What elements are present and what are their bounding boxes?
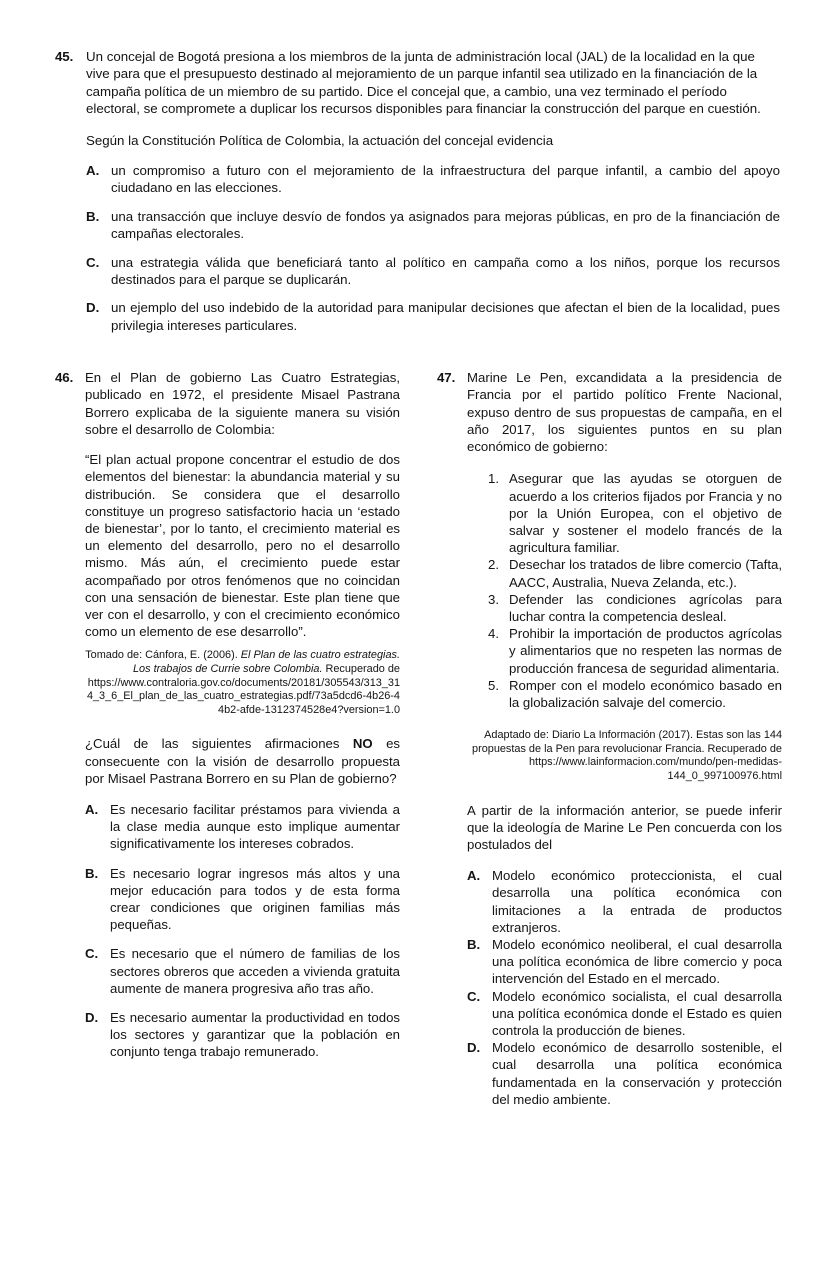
option-text: un ejemplo del uso indebido de la autoridad para manipular decisiones que afectan el bien de la localidad, pues privilegia intereses particulares.: [111, 300, 780, 333]
option-letter: A.: [467, 868, 481, 884]
question-47-number: 47.: [437, 370, 456, 386]
question-47: [437, 369, 782, 1108]
question-46-credit-url: https://www.contraloria.gov.co/documents/20181/305543/313_314_3_6_El_plan_de_las_cuatro_estrategias.pdf/73a5dcd6-4b26-44b2-afde-1312374528e4?version=1.0: [86, 676, 400, 716]
option-row[interactable]: [86, 208, 780, 243]
option-row[interactable]: [86, 254, 780, 289]
option-row[interactable]: [86, 162, 780, 197]
question-46-credit: [85, 649, 400, 676]
option-text: Es necesario lograr ingresos más altos y una mejor educación para todos y de esta forma crear condiciones que originen familias más pequeñas.: [110, 865, 400, 933]
list-item-number: 5.: [488, 677, 499, 693]
option-row[interactable]: [467, 867, 782, 936]
credit-recovered: Recuperado de https://www.lainformacion.com/mundo/pen-medidas-144_0_997100976.html: [528, 742, 782, 782]
option-row[interactable]: [467, 1039, 782, 1108]
option-letter: B.: [86, 208, 100, 224]
question-45: [55, 48, 780, 334]
list-item-number: 1.: [488, 471, 499, 487]
option-letter: C.: [85, 946, 99, 962]
credit-title: El Plan de las cuatro estrategias. Los trabajos de Currie sobre Colombia.: [133, 649, 400, 675]
list-item-text: Defender las condiciones agrícolas para luchar contra la competencia desleal.: [509, 591, 782, 624]
credit-recovered: Recuperado de: [322, 662, 400, 675]
list-item: [485, 556, 782, 590]
option-text: una transacción que incluye desvío de fondos ya asignados para mejoras públicas, en pro de la financiación de campañas electorales.: [111, 208, 780, 242]
option-text: Modelo económico socialista, el cual desarrolla una política económica donde el Estado es quien controla la producción de bienes.: [492, 988, 782, 1038]
question-46-number: 46.: [55, 370, 74, 386]
question-46: [55, 369, 400, 1072]
question-45-options: [86, 162, 780, 334]
list-item: [485, 677, 782, 711]
question-45-number: 45.: [55, 49, 74, 64]
option-text: Es necesario aumentar la productividad en todos los sectores y garantizar que la población en conjunto tenga trabajo remunerado.: [110, 1009, 400, 1060]
question-46-prompt: [85, 735, 400, 787]
question-47-credit: [467, 729, 782, 783]
question-46-intro: En el Plan de gobierno Las Cuatro Estrategias, publicado en 1972, el presidente Misael Pastrana Borrero explicaba de la siguiente manera su visión sobre el desarrollo de Colombia:: [85, 370, 400, 437]
question-46-options: [85, 801, 400, 1061]
option-text: una estrategia válida que beneficiará tanto al político en campaña como a los niños, porque los recursos destinados para el parque se duplicarán.: [111, 254, 780, 288]
question-47-intro: Marine Le Pen, excandidata a la presidencia de Francia por el partido político Frente Nacional, expuso dentro de sus propuestas de campaña, en el año 2017, los siguientes puntos en su plan económico de gobierno:: [467, 370, 782, 455]
list-item-number: 4.: [488, 626, 499, 642]
option-letter: C.: [86, 254, 100, 270]
option-row[interactable]: [467, 936, 782, 988]
option-row[interactable]: [85, 1009, 400, 1061]
option-row[interactable]: [86, 299, 780, 334]
credit-title: Estas son las 144 propuestas de la Pen para revolucionar Francia.: [472, 729, 782, 755]
list-item: [485, 591, 782, 625]
column-left: [55, 369, 400, 1108]
credit-prefix: Adaptado de: Diario La Información (2017).: [484, 729, 697, 742]
prompt-negation: NO: [352, 736, 373, 752]
option-letter: A.: [86, 163, 100, 179]
list-item: [485, 625, 782, 677]
option-letter: A.: [85, 801, 99, 817]
option-text: Modelo económico proteccionista, el cual desarrolla una política económica con limitaciones a la entrada de productos extranjeros.: [492, 868, 782, 935]
list-item-number: 2.: [488, 557, 499, 573]
list-item-text: Romper con el modelo económico basado en la globalización salvaje del comercio.: [509, 677, 782, 710]
option-text: Es necesario que el número de familias de los sectores obreros que acceden a vivienda gratuita aumente de manera progresiva año tras año.: [110, 946, 400, 996]
two-column-area: [55, 369, 780, 1108]
question-46-quote: “El plan actual propone concentrar el estudio de dos elementos del bienestar: la abundancia material y su distribución. Se considera que el desarrollo constituye un progreso satisfactorio hacia un ‘estado de bienestar’, por lo tanto, el crecimiento material es un elemento del desarrollo, pero no el desarrollo mismo. Más aún, el crecimiento puede estar acompañado por otros fenómenos que no coincidan con una sensación de bienestar. Este plan tiene que ver con el desarrollo, y con el crecimiento económico como un elemento de ese desarrollo”.: [85, 452, 400, 640]
option-letter: B.: [467, 936, 481, 952]
question-45-subprompt: Según la Constitución Política de Colombia, la actuación del concejal evidencia: [86, 132, 554, 148]
question-47-list: [467, 470, 782, 711]
option-row[interactable]: [85, 945, 400, 997]
option-letter: D.: [467, 1040, 481, 1056]
option-row[interactable]: [85, 865, 400, 934]
column-right: [437, 369, 782, 1108]
option-letter: B.: [85, 865, 99, 881]
option-letter: C.: [467, 988, 481, 1004]
option-letter: D.: [85, 1009, 99, 1025]
prompt-part-1: ¿Cuál de las siguientes afirmaciones: [85, 736, 353, 752]
option-text: Modelo económico neoliberal, el cual desarrolla una política económica de libre comercio y poca intervención del Estado en el mercado.: [492, 936, 782, 987]
credit-prefix: Tomado de: Cánfora, E. (2006).: [85, 649, 241, 662]
list-item: [485, 470, 782, 556]
list-item-text: Prohibir la importación de productos agrícolas y alimentarios que no respeten las normas de producción francesa de seguridad alimentaria.: [509, 626, 782, 676]
option-letter: D.: [86, 300, 100, 316]
list-item-number: 3.: [488, 591, 499, 607]
option-text: Es necesario facilitar préstamos para vivienda a la clase media aunque esto implique aumentar significativamente los intereses cobrados.: [110, 801, 400, 852]
option-text: Modelo económico de desarrollo sostenible, el cual desarrolla una política económica fundamentada en la conservación y protección del medio ambiente.: [492, 1040, 782, 1107]
option-text: un compromiso a futuro con el mejoramiento de la infraestructura del parque infantil, a cambio del apoyo ciudadano en las elecciones.: [111, 163, 780, 196]
question-45-stem: Un concejal de Bogotá presiona a los miembros de la junta de administración local (JAL) de la localidad en la que vive para que el presupuesto destinado al mejoramiento de un parque infantil sea utilizado en la financiación de la campaña política de un miembro de su partido. Dice el concejal que, a cambio, una vez terminado el período electoral, se compromete a duplicar los recursos disponibles para financiar la construcción del parque en cuestión.: [86, 49, 761, 117]
option-row[interactable]: [85, 801, 400, 853]
question-47-prompt: A partir de la información anterior, se puede inferir que la ideología de Marine Le Pen concuerda con los postulados del: [467, 802, 782, 852]
option-row[interactable]: [467, 988, 782, 1040]
list-item-text: Asegurar que las ayudas se otorguen de acuerdo a los criterios fijados por Francia y no por la Unión Europea, con el objetivo de salvar y sostener el modelo francés de la agricultura familiar.: [509, 471, 782, 556]
prompt-part-2: es consecuente con la visión de desarrollo propuesta por Misael Pastrana Borrero en su Plan de gobierno?: [85, 736, 401, 786]
list-item-text: Desechar los tratados de libre comercio (Tafta, AACC, Australia, Nueva Zelanda, etc.).: [509, 557, 782, 590]
question-47-options: [467, 867, 782, 1108]
